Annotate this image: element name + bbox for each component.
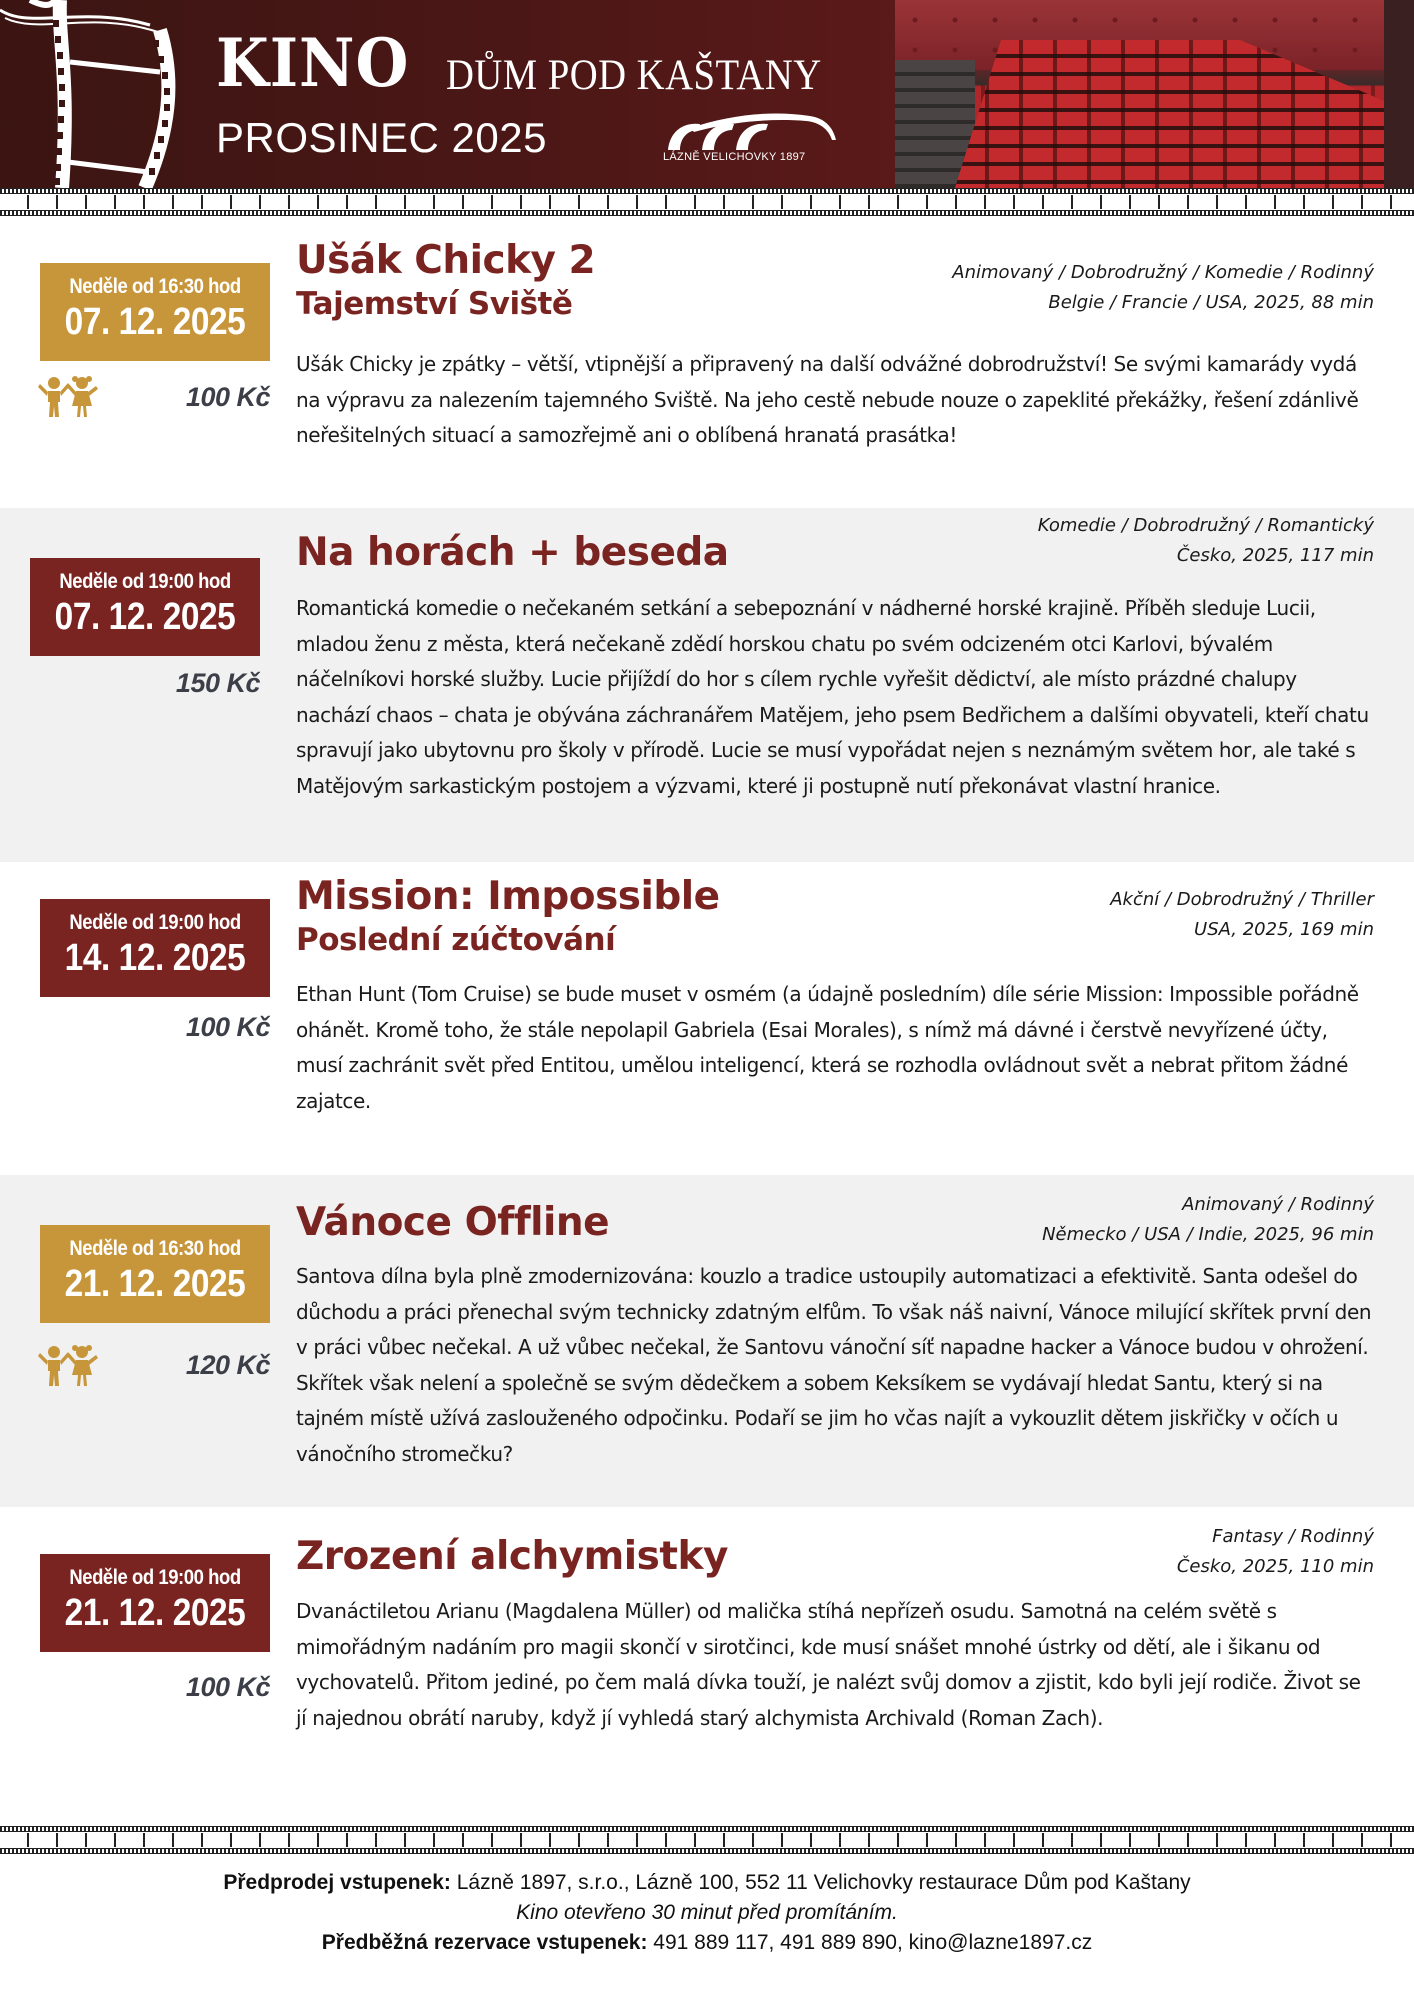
page-footer bbox=[0, 1868, 1414, 1958]
movie-genres: Akční / Dobrodružný / Thriller bbox=[1110, 889, 1374, 910]
movie-meta bbox=[1110, 885, 1374, 945]
movie-title: Zrození alchymistky bbox=[296, 1534, 728, 1579]
program-month: PROSINEC 2025 bbox=[216, 114, 547, 161]
presale-label: Předprodej vstupenek: bbox=[223, 1871, 451, 1894]
movie-description: Santova dílna byla plně zmodernizována: kouzlo a tradice ustoupily automatizaci a efektivitě. Santa odešel do důchodu a práci přenechal svým technicky zdatným elfům. To však náš naivní, Vánoce milující skřítek první den v práci vůbec nečekal. A už vůbec nečekal, že Santovu vánoční síť napadne hacker a Vánoce budou v ohrožení. Skřítek však nelení a společně se svým dědečkem a sobem Keksíkem se vydávají hledat Santu, který si na tajném místě užívá zaslouženého odpočinku. Podaří se jim ho včas najít a vykouzlit dětem jiskřičky v očích u vánočního stromečku? bbox=[296, 1264, 1372, 1466]
reservation-label: Předběžná rezervace vstupenek: bbox=[321, 1931, 648, 1954]
showtime-day-time: Neděle od 19:00 hod bbox=[59, 570, 231, 593]
filmstrip-divider-top bbox=[0, 188, 1414, 216]
showtime-date: 07. 12. 2025 bbox=[64, 301, 246, 343]
movie-title: Ušák Chicky 2 bbox=[296, 238, 596, 283]
showtime-day-time: Neděle od 16:30 hod bbox=[69, 275, 241, 298]
showtime-date: 21. 12. 2025 bbox=[64, 1592, 246, 1634]
movie-origin: USA, 2025, 169 min bbox=[1194, 919, 1374, 940]
movie-genres: Animovaný / Rodinný bbox=[1182, 1194, 1374, 1215]
movie-listing bbox=[0, 216, 1414, 508]
film-reel-icon bbox=[0, 0, 190, 188]
movie-title: Na horách + beseda bbox=[296, 530, 729, 575]
venue-name: DŮM POD KAŠTANY bbox=[446, 52, 822, 99]
reservation-text: 491 889 117, 491 889 890, kino@lazne1897.cz bbox=[647, 1931, 1093, 1954]
movie-title: Mission: Impossible bbox=[296, 874, 720, 919]
showtime-box bbox=[40, 263, 270, 361]
kids-friendly-icon bbox=[38, 1343, 102, 1387]
movie-meta bbox=[1042, 1190, 1374, 1250]
movie-subtitle: Tajemství Sviště bbox=[296, 286, 573, 322]
ticket-price: 120 Kč bbox=[185, 1350, 270, 1380]
showtime-day-time: Neděle od 19:00 hod bbox=[69, 911, 241, 934]
movie-listing bbox=[0, 1175, 1414, 1507]
movie-meta bbox=[952, 258, 1374, 318]
opening-note: Kino otevřeno 30 minut před promítáním. bbox=[516, 1901, 898, 1924]
movie-genres: Fantasy / Rodinný bbox=[1212, 1526, 1374, 1547]
showtime-date: 14. 12. 2025 bbox=[64, 937, 246, 979]
presale-info bbox=[0, 1868, 1414, 1898]
movie-description: Ušák Chicky je zpátky – větší, vtipnější a připravený na další odvážné dobrodružství! Se svými kamarády vydá na výpravu za nalezením tajemného Sviště. Na jeho cestě nebude nouze o zapeklité překážky, řešení zdánlivě neřešitelných situací a samozřejmě ani o oblíbená hranatá prasátka! bbox=[296, 352, 1359, 447]
movie-listing bbox=[0, 1507, 1414, 1807]
showtime-day-time: Neděle od 19:00 hod bbox=[69, 1566, 241, 1589]
page-header bbox=[0, 0, 1414, 188]
reservation-info bbox=[0, 1928, 1414, 1958]
movie-description: Ethan Hunt (Tom Cruise) se bude muset v osmém (a údajně posledním) díle série Mission: Impossible pořádně ohánět. Kromě toho, že stále nepolapil Gabriela (Esai Morales), s nímž má dávné i čerstvě nevyřízené účty, musí zachránit svět před Entitou, umělou inteligencí, která se rozhodla ovládnout svět a nebrat přitom žádné zajatce. bbox=[296, 982, 1359, 1113]
movie-listing bbox=[0, 862, 1414, 1175]
movie-meta bbox=[1038, 511, 1374, 571]
showtime-box bbox=[40, 1225, 270, 1323]
movie-genres: Animovaný / Dobrodružný / Komedie / Rodinný bbox=[952, 262, 1374, 283]
showtime-box bbox=[40, 1554, 270, 1652]
movie-origin: Německo / USA / Indie, 2025, 96 min bbox=[1042, 1224, 1374, 1245]
showtime-box bbox=[30, 558, 260, 656]
cinema-title: KINO bbox=[216, 24, 410, 102]
showtime-date: 07. 12. 2025 bbox=[54, 596, 236, 638]
presale-text: Lázně 1897, s.r.o., Lázně 100, 552 11 Velichovky restaurace Dům pod Kaštany bbox=[450, 1871, 1191, 1894]
showtime-box bbox=[40, 899, 270, 997]
movie-origin: Belgie / Francie / USA, 2025, 88 min bbox=[1048, 292, 1374, 313]
movie-description: Romantická komedie o nečekaném setkání a sebepoznání v nádherné horské krajině. Příběh sleduje Lucii, mladou ženu z města, která nečekaně zdědí horskou chatu po svém odcizeném otci Karlovi, bývalém náčelníkovi horské služby. Lucie přijíždí do hor s cílem rychle vyřešit dědictví, ale místo prázdné chalupy nachází chaos – chata je obývána záchranářem Matějem, jeho psem Bedřichem a dalšími obyvateli, kteří chatu spravují jako ubytovnu pro školy v přírodě. Lucie se musí vypořádat nejen s neznámým světem hor, ale také s Matějovým sarkastickým postojem a výzvami, které ji postupně nutí překonávat vlastní hranice. bbox=[296, 596, 1369, 798]
movie-meta bbox=[1177, 1522, 1374, 1582]
ticket-price: 100 Kč bbox=[185, 1012, 270, 1042]
movie-listing bbox=[0, 508, 1414, 862]
cinema-hall-photo bbox=[895, 0, 1414, 188]
movie-origin: Česko, 2025, 117 min bbox=[1176, 545, 1374, 566]
movie-description: Dvanáctiletou Arianu (Magdalena Müller) od malička stíhá nepřízeň osudu. Samotná na celém světě s mimořádným nadáním pro magii skončí v sirotčinci, kde musí snášet mnohé ústrky od dětí, ale i šikanu od vychovatelů. Přitom jediné, po čem malá dívka touží, je nalézt svůj domov a zjistit, kdo byli její rodiče. Život se jí najednou obrátí naruby, když jí vyhledá starý alchymista Archivald (Roman Zach). bbox=[296, 1599, 1361, 1730]
ticket-price: 100 Kč bbox=[185, 382, 270, 412]
logo-text: LÁZNĚ VELICHOVKY 1897 bbox=[663, 151, 806, 163]
kids-friendly-icon bbox=[38, 374, 102, 418]
ticket-price: 100 Kč bbox=[185, 1672, 270, 1702]
movie-origin: Česko, 2025, 110 min bbox=[1176, 1556, 1374, 1577]
showtime-day-time: Neděle od 16:30 hod bbox=[69, 1237, 241, 1260]
movie-subtitle: Poslední zúčtování bbox=[296, 922, 616, 958]
ticket-price: 150 Kč bbox=[175, 668, 260, 698]
filmstrip-divider-bottom bbox=[0, 1826, 1414, 1854]
movie-title: Vánoce Offline bbox=[296, 1200, 610, 1245]
showtime-date: 21. 12. 2025 bbox=[64, 1263, 246, 1305]
movie-genres: Komedie / Dobrodružný / Romantický bbox=[1037, 515, 1374, 536]
